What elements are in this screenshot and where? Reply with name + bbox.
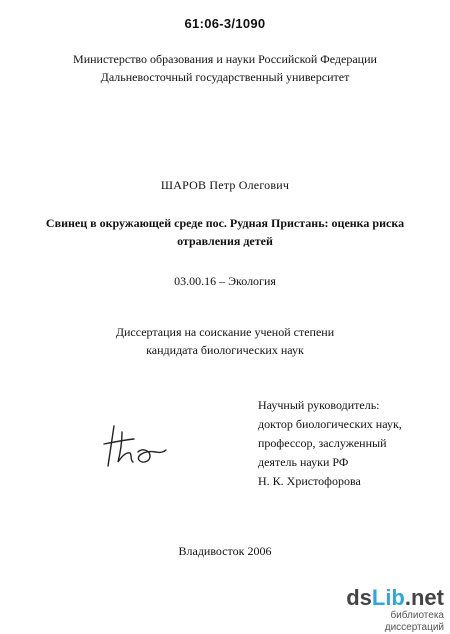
dslib-watermark[interactable] — [340, 586, 444, 634]
dslib-logo: dsLib.net — [346, 585, 444, 610]
advisor-honor: деятель науки РФ — [258, 455, 349, 469]
advisor-degree: доктор биологических наук, — [258, 417, 402, 431]
thesis-title-line-2: отравления детей — [177, 234, 273, 248]
city-year: Владивосток 2006 — [178, 544, 272, 558]
advisor-title: профессор, заслуженный — [258, 436, 387, 450]
institution-university: Дальневосточный государственный университет — [100, 70, 350, 84]
thesis-title-line-1: Свинец в окружающей среде пос. Рудная Пристань: оценка риска — [45, 216, 405, 230]
advisor-name: Н. К. Христофорова — [258, 474, 361, 488]
degree-line-1: Диссертация на соискание ученой степени — [115, 325, 335, 339]
institution-ministry: Министерство образования и науки Российской Федерации — [73, 52, 377, 66]
author-name: ШАРОВ Петр Олегович — [160, 178, 290, 192]
advisor-label: Научный руководитель: — [258, 398, 380, 412]
dslib-subtitle: библиотека диссертаций — [384, 610, 444, 633]
handwritten-signature — [100, 422, 170, 472]
degree-line-2: кандидата биологических наук — [146, 343, 304, 357]
document-code: 61:06-3/1090 — [184, 16, 266, 31]
specialty-code: 03.00.16 – Экология — [174, 274, 276, 288]
